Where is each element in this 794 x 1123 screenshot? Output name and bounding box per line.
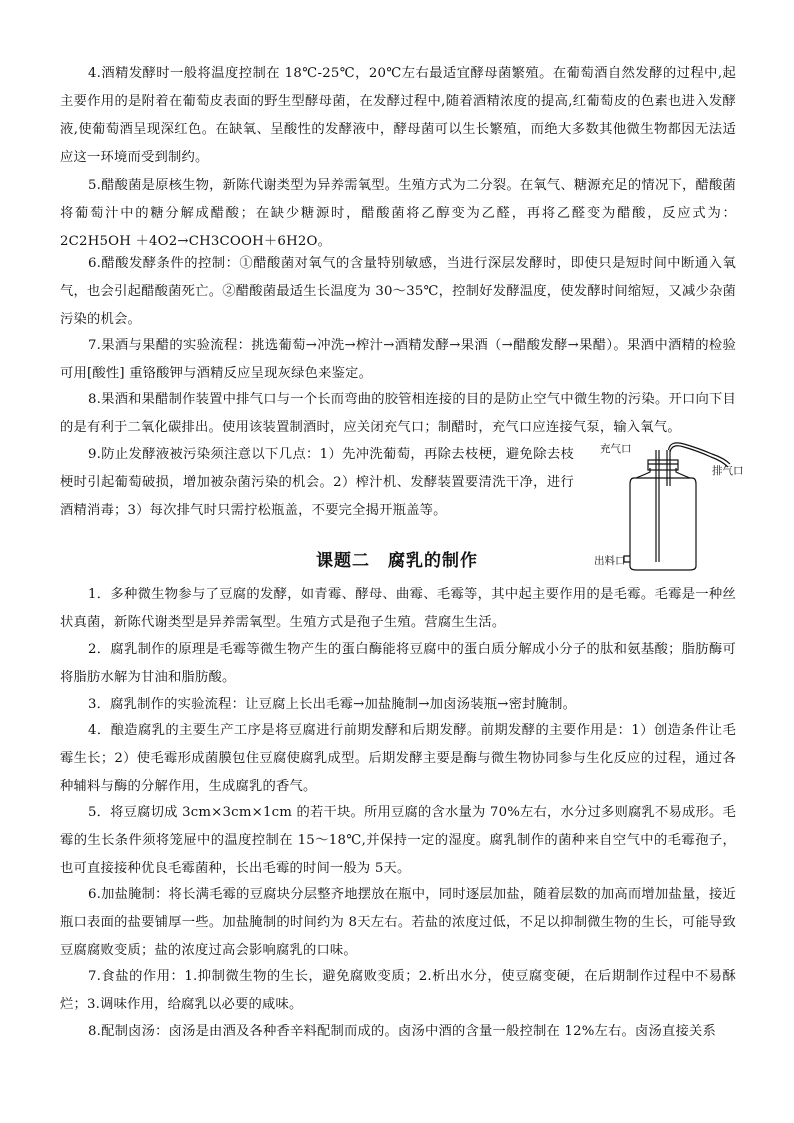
exhaust-label: 排气口 <box>712 465 744 477</box>
section-title: 课题二 腐乳的制作 <box>316 551 478 571</box>
paragraph-principle: 2．腐乳制作的原理是毛霉等微生物产生的蛋白酶能将豆腐中的蛋白质分解成小分子的肽和氨基酸；脂肪酶可将脂肪水解为甘油和脂肪酸。 <box>60 642 736 685</box>
paragraph-acetobacter: 5.醋酸菌是原核生物，新陈代谢类型为异养需氧型。生殖方式为二分裂。在氧气、糖源充足的情况下，醋酸菌将葡萄汁中的糖分解成醋酸；在缺少糖源时，醋酸菌将乙醇变为乙醛，再将乙醛变为醋酸，反应式为：2C2H5OH ＋4O2→CH3COOH＋6H2O。 <box>60 178 736 249</box>
paragraph-acetic-control: 6.醋酸发酵条件的控制：①醋酸菌对氧气的含量特别敏感，当进行深层发酵时，即使只是短时间中断通入氧气，也会引起醋酸菌死亡。②醋酸菌最适生长温度为 30～35℃，控制好发酵温度，使发酵时间缩短，又减少杂菌污染的机会。 <box>60 256 736 327</box>
paragraph-salt-role: 7.食盐的作用：1.抑制微生物的生长，避免腐败变质；2.析出水分，使豆腐变硬，在后期制作过程中不易酥烂；3.调味作用，给腐乳以必要的咸味。 <box>60 969 736 1012</box>
outlet-label: 出料口 <box>594 555 626 567</box>
paragraph-wine-fermentation: 4.酒精发酵时一般将温度控制在 18℃-25℃，20℃左右最适宜酵母菌繁殖。在葡萄酒自然发酵的过程中,起主要作用的是附着在葡萄皮表面的野生型酵母菌，在发酵过程中,随着酒精浓度的提高,红葡萄皮的色素也进入发酵液,使葡萄酒呈现深红色。在缺氧、呈酸性的发酵液中，酵母菌可以生长繁殖，而绝大多数其他微生物都因无法适应这一环境而受到制约。 <box>60 66 736 165</box>
paragraph-production: 4．酿造腐乳的主要生产工序是将豆腐进行前期发酵和后期发酵。前期发酵的主要作用是：1）创造条件让毛霉生长；2）使毛霉形成菌膜包住豆腐使腐乳成型。后期发酵主要是酶与微生物协同参与生化反应的过程，通过各种辅料与酶的分解作用，生成腐乳的香气。 <box>60 723 736 794</box>
paragraph-microbes: 1．多种微生物参与了豆腐的发酵，如青霉、酵母、曲霉、毛霉等，其中起主要作用的是毛霉。毛霉是一种丝状真菌，新陈代谢类型是异养需氧型。生殖方式是孢子生殖。营腐生生活。 <box>60 587 736 630</box>
paragraph-apparatus: 8.果酒和果醋制作装置中排气口与一个长而弯曲的胶管相连接的目的是防止空气中微生物的污染。开口向下目的是有利于二氧化碳排出。使用该装置制酒时，应关闭充气口；制醋时，充气口应连接气泵，输入氧气。 <box>60 392 736 435</box>
inlet-label: 充气口 <box>600 443 632 455</box>
paragraph-flow: 3．腐乳制作的实验流程：让豆腐上长出毛霉→加盐腌制→加卤汤装瓶→密封腌制。 <box>88 697 577 712</box>
paragraph-brine: 8.配制卤汤：卤汤是由酒及各种香辛料配制而成的。卤汤中酒的含量一般控制在 12%左右。卤汤直接关系 <box>88 1024 717 1039</box>
paragraph-tofu-prep: 5．将豆腐切成 3cm×3cm×1cm 的若干块。所用豆腐的含水量为 70%左右，水分过多则腐乳不易成形。毛霉的生长条件须将笼屉中的温度控制在 15～18℃,并保持一定的湿度。腐乳制作的菌种来自空气中的毛霉孢子，也可直接接种优良毛霉菌种，长出毛霉的时间一般为 5天。 <box>60 805 737 876</box>
paragraph-contamination: 9.防止发酵液被污染须注意以下几点：1）先冲洗葡萄，再除去枝梗，避免除去枝梗时引起葡萄破损，增加被杂菌污染的机会。2）榨汁机、发酵装置要清洗干净，进行酒精消毒；3）每次排气时只需拧松瓶盖，不要完全揭开瓶盖等。 <box>60 447 574 518</box>
paragraph-wine-vinegar-flow: 7.果酒与果醋的实验流程：挑选葡萄→冲洗→榨汁→酒精发酵→果酒（→醋酸发酵→果醋）。果酒中酒精的检验可用[酸性] 重铬酸钾与酒精反应呈现灰绿色来鉴定。 <box>60 338 736 381</box>
paragraph-salting: 6.加盐腌制：将长满毛霉的豆腐块分层整齐地摆放在瓶中，同时逐层加盐，随着层数的加高而增加盐量，接近瓶口表面的盐要铺厚一些。加盐腌制的时间约为 8天左右。若盐的浓度过低，不足以抑制微生物的生长，可能导致豆腐腐败变质；盐的浓度过高会影响腐乳的口味。 <box>60 887 736 958</box>
